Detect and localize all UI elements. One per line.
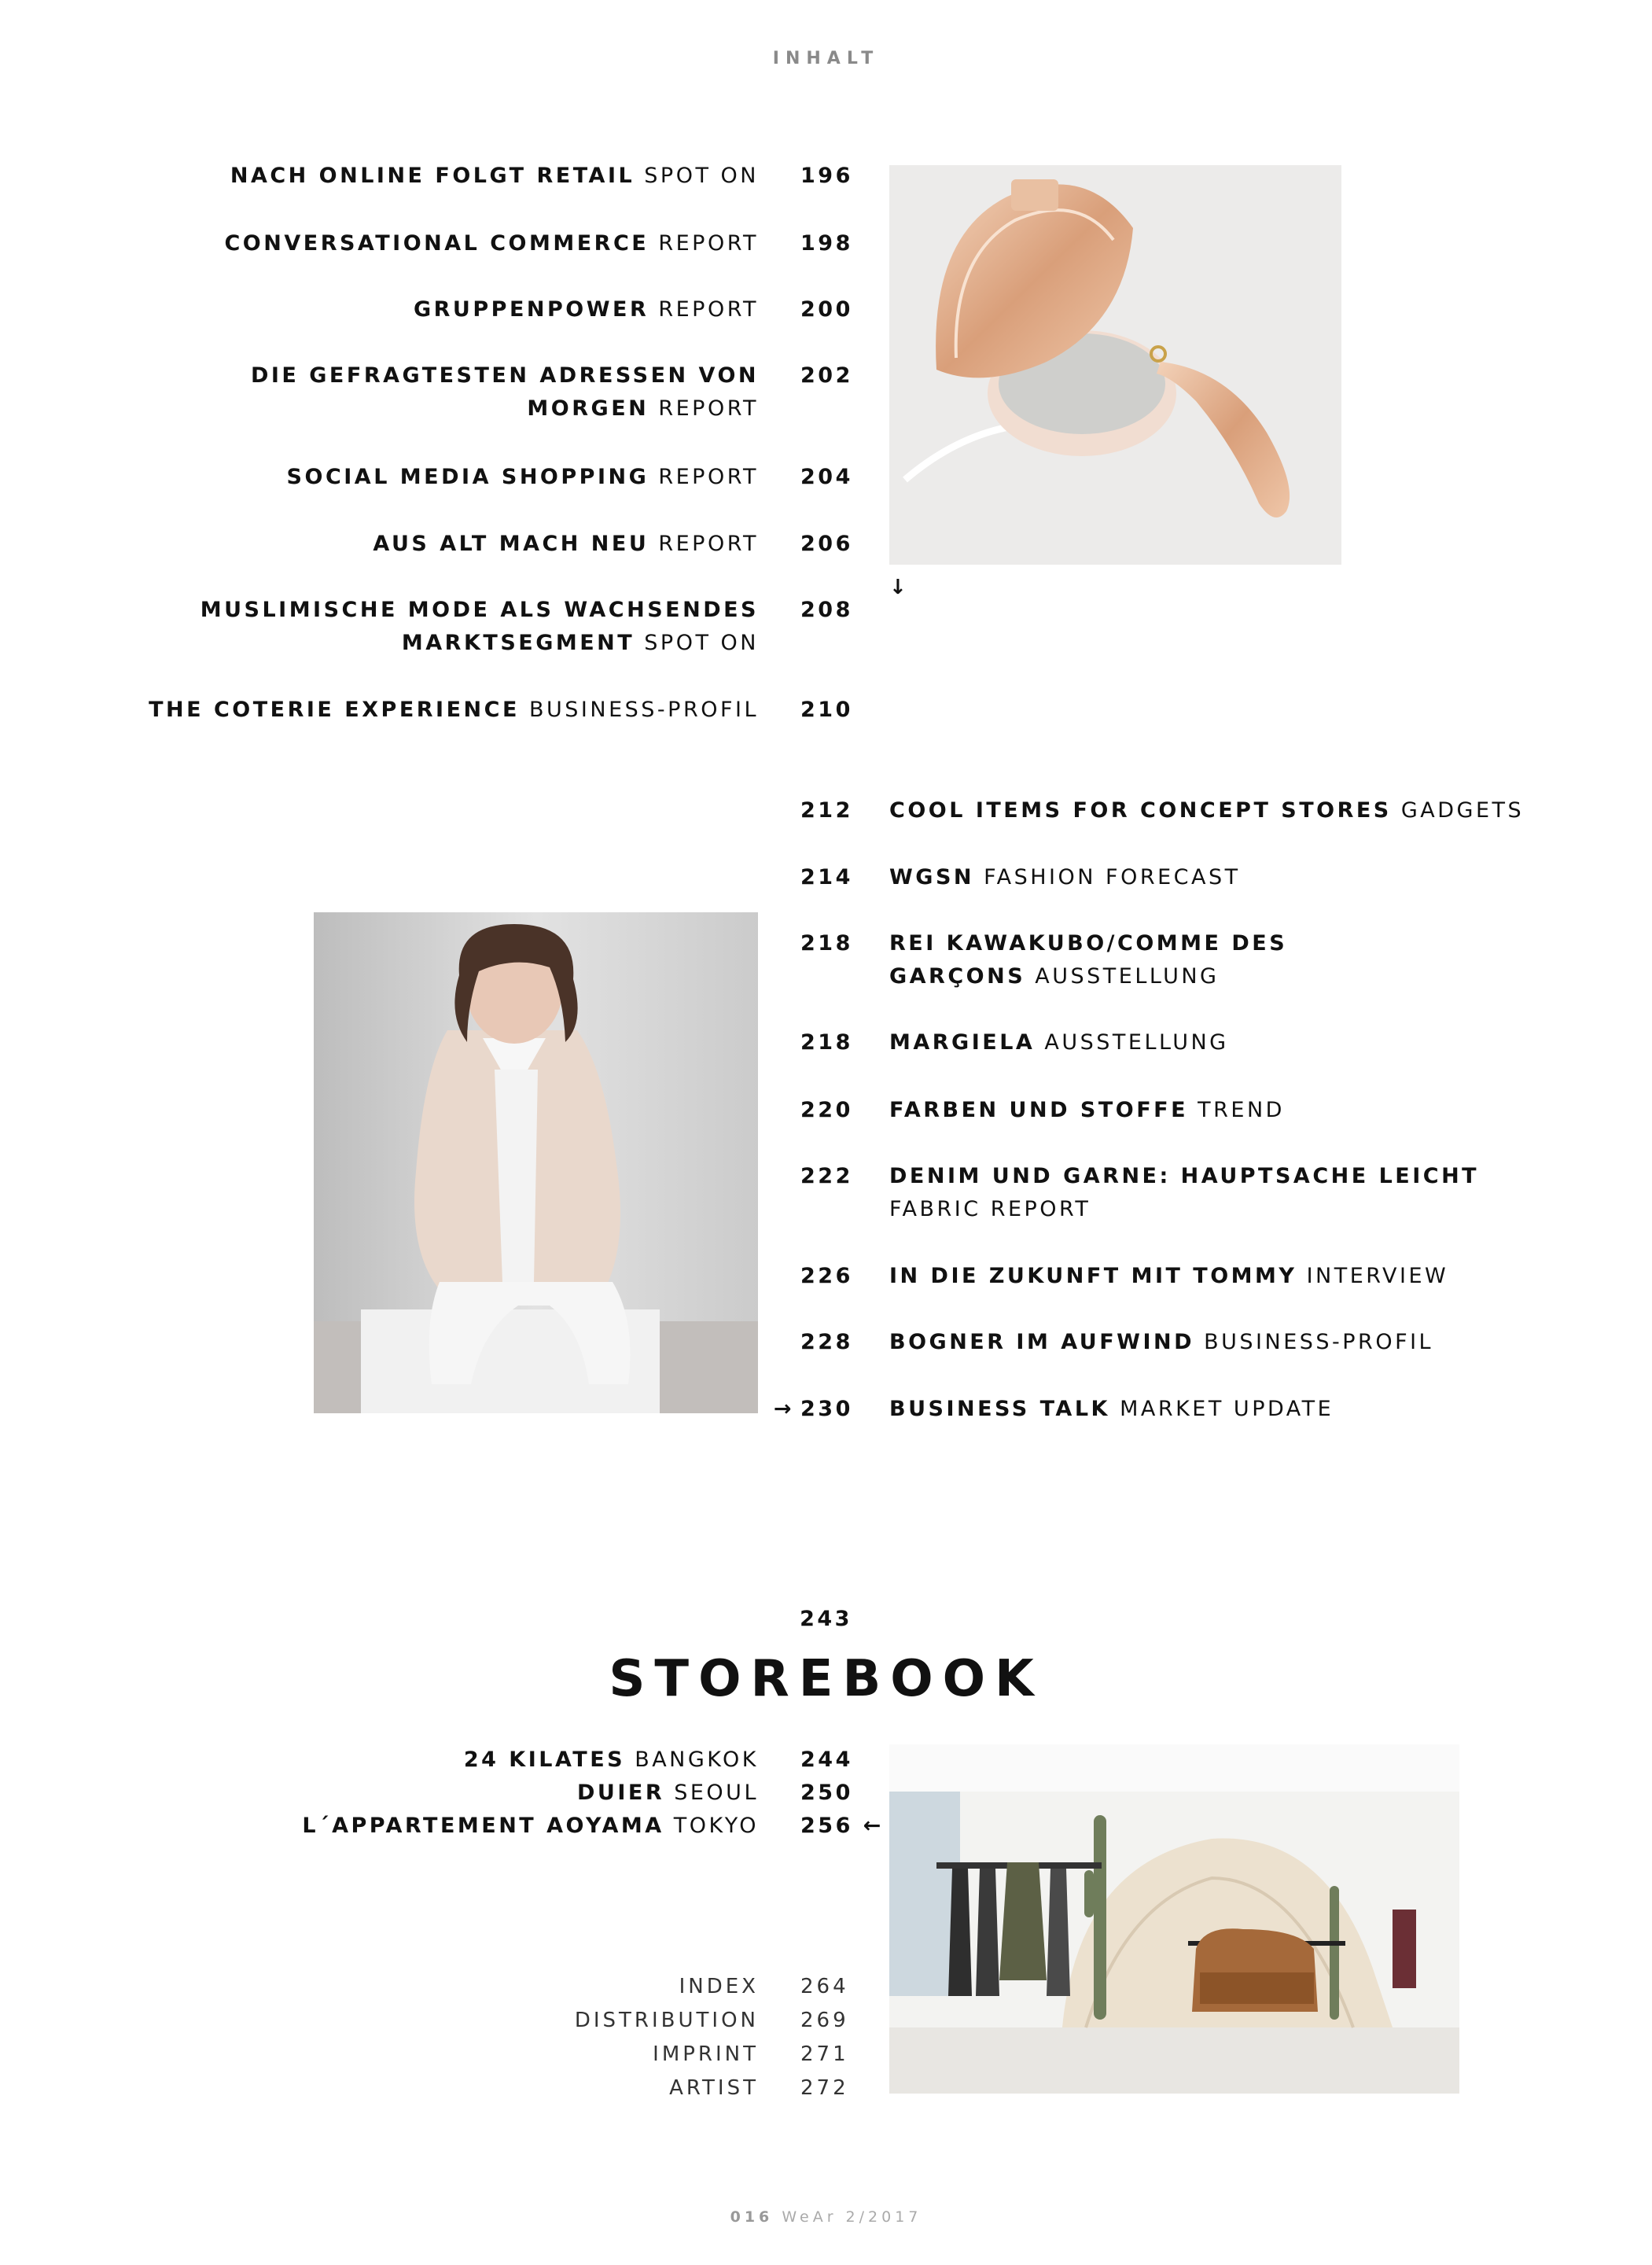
index-entry-page: 269	[800, 2009, 849, 2032]
toc-entry[interactable]	[0, 1325, 1652, 1365]
page-footer	[0, 2208, 1652, 2226]
arrow-right-icon: →	[773, 1397, 794, 1421]
toc-entry-text: COOL ITEMS FOR CONCEPT STORES GADGETS	[889, 798, 1525, 823]
toc-entry-page: 222	[800, 1164, 853, 1188]
model-illustration	[314, 912, 758, 1413]
page-header: INHALT	[772, 49, 880, 68]
powerbank-illustration	[889, 165, 1341, 565]
index-entry-page: 271	[800, 2042, 849, 2066]
toc-entry-page: 220	[800, 1098, 853, 1122]
toc-entry[interactable]	[0, 527, 1652, 566]
toc-entry-page: 204	[800, 465, 853, 489]
toc-entry-text: FARBEN UND STOFFE TREND	[889, 1098, 1285, 1122]
toc-entry-page: 210	[800, 698, 853, 722]
index-entry-label: ARTIST	[669, 2076, 759, 2100]
toc-entry-text: BUSINESS TALK MARKET UPDATE	[889, 1397, 1334, 1421]
toc-entry[interactable]	[0, 593, 1652, 668]
toc-entry-text: GARÇONS AUSSTELLUNG	[889, 964, 1220, 989]
toc-entry-text: IN DIE ZUKUNFT MIT TOMMY INTERVIEW	[889, 1264, 1449, 1288]
storebook-entry-text: L´APPARTEMENT AOYAMA TOKYO	[302, 1814, 759, 1838]
toc-entry-text: BOGNER IM AUFWIND BUSINESS-PROFIL	[889, 1330, 1434, 1354]
arrow-left-icon: ←	[863, 1814, 884, 1838]
storebook-entry-page: 250	[800, 1781, 853, 1805]
index-entry[interactable]	[0, 2038, 1652, 2070]
toc-entry-page: 212	[800, 798, 853, 823]
toc-entry-page: 218	[800, 931, 853, 956]
toc-entry-page: 196	[800, 164, 853, 188]
toc-entry-page: 200	[800, 297, 853, 322]
toc-entry[interactable]	[0, 460, 1652, 499]
index-entry[interactable]	[0, 2005, 1652, 2036]
toc-entry-text: MARGIELA AUSSTELLUNG	[889, 1030, 1229, 1055]
storebook-entry-text: DUIER SEOUL	[577, 1781, 759, 1805]
index-entry-label: IMPRINT	[653, 2042, 759, 2066]
index-entry-page: 264	[800, 1975, 849, 1998]
toc-entry-text: WGSN FASHION FORECAST	[889, 865, 1241, 889]
toc-entry-text: SOCIAL MEDIA SHOPPING REPORT	[286, 465, 759, 489]
toc-entry-page: 206	[800, 532, 853, 556]
toc-entry-page: 202	[800, 363, 853, 388]
toc-entry[interactable]	[0, 1159, 1652, 1235]
index-entry[interactable]	[0, 2072, 1652, 2104]
storebook-entry-text: 24 KILATES BANGKOK	[463, 1748, 759, 1772]
toc-entry-text: MORGEN REPORT	[527, 396, 759, 421]
fashion-photo-model	[314, 912, 758, 1413]
toc-entry-page: 208	[800, 598, 853, 622]
toc-entry-text: NACH ONLINE FOLGT RETAIL SPOT ON	[230, 164, 759, 188]
toc-entry-text: DIE GEFRAGTESTEN ADRESSEN VON	[250, 363, 759, 388]
toc-entry[interactable]	[0, 226, 1652, 266]
toc-entry-page: 226	[800, 1264, 853, 1288]
toc-entry-text: AUS ALT MACH NEU REPORT	[373, 532, 759, 556]
index-entry[interactable]	[0, 1971, 1652, 2002]
toc-entry-page: 228	[800, 1330, 853, 1354]
storebook-entry-page: 256 ←	[800, 1814, 884, 1838]
toc-entry-text: MUSLIMISCHE MODE ALS WACHSENDES	[200, 598, 759, 622]
storebook-page-number[interactable]: 243	[800, 1607, 852, 1631]
toc-entry-text: CONVERSATIONAL COMMERCE REPORT	[224, 231, 759, 256]
toc-entry-text: FABRIC REPORT	[889, 1197, 1091, 1221]
toc-entry-text: DENIM UND GARNE: HAUPTSACHE LEICHT	[889, 1164, 1480, 1188]
toc-entry[interactable]	[0, 926, 1652, 1002]
toc-entry-page: → 230	[800, 1392, 853, 1426]
product-photo-powerbank	[889, 165, 1341, 565]
toc-entry[interactable]	[0, 794, 1652, 833]
toc-entry-text: MARKTSEGMENT SPOT ON	[401, 631, 759, 655]
toc-entry-page: 198	[800, 231, 853, 256]
toc-entry[interactable]	[0, 1093, 1652, 1132]
toc-entry[interactable]	[0, 1259, 1652, 1298]
storebook-entry-page: 244	[800, 1748, 853, 1772]
footer-issue: WeAr 2/2017	[782, 2208, 922, 2226]
toc-entry-page: 214	[800, 865, 853, 889]
index-entry-page: 272	[800, 2076, 849, 2100]
index-entry-label: INDEX	[679, 1975, 759, 1998]
toc-entry[interactable]	[0, 293, 1652, 332]
toc-entry[interactable]	[0, 159, 1652, 198]
arrow-down-icon: ↓	[889, 576, 907, 599]
toc-entry-text: GRUPPENPOWER REPORT	[413, 297, 759, 322]
toc-entry-text: REI KAWAKUBO/COMME DES	[889, 931, 1288, 956]
index-entry-label: DISTRIBUTION	[574, 2009, 759, 2032]
toc-entry[interactable]	[0, 359, 1652, 434]
storebook-title: STOREBOOK	[609, 1650, 1043, 1708]
toc-entry[interactable]	[0, 693, 1652, 732]
toc-entry-page: 218	[800, 1030, 853, 1055]
toc-entry[interactable]	[0, 1026, 1652, 1065]
toc-entry[interactable]	[0, 1392, 1652, 1431]
toc-entry-text: THE COTERIE EXPERIENCE BUSINESS-PROFIL	[149, 698, 759, 722]
toc-entry[interactable]	[0, 860, 1652, 900]
footer-page-number: 016	[730, 2208, 774, 2226]
